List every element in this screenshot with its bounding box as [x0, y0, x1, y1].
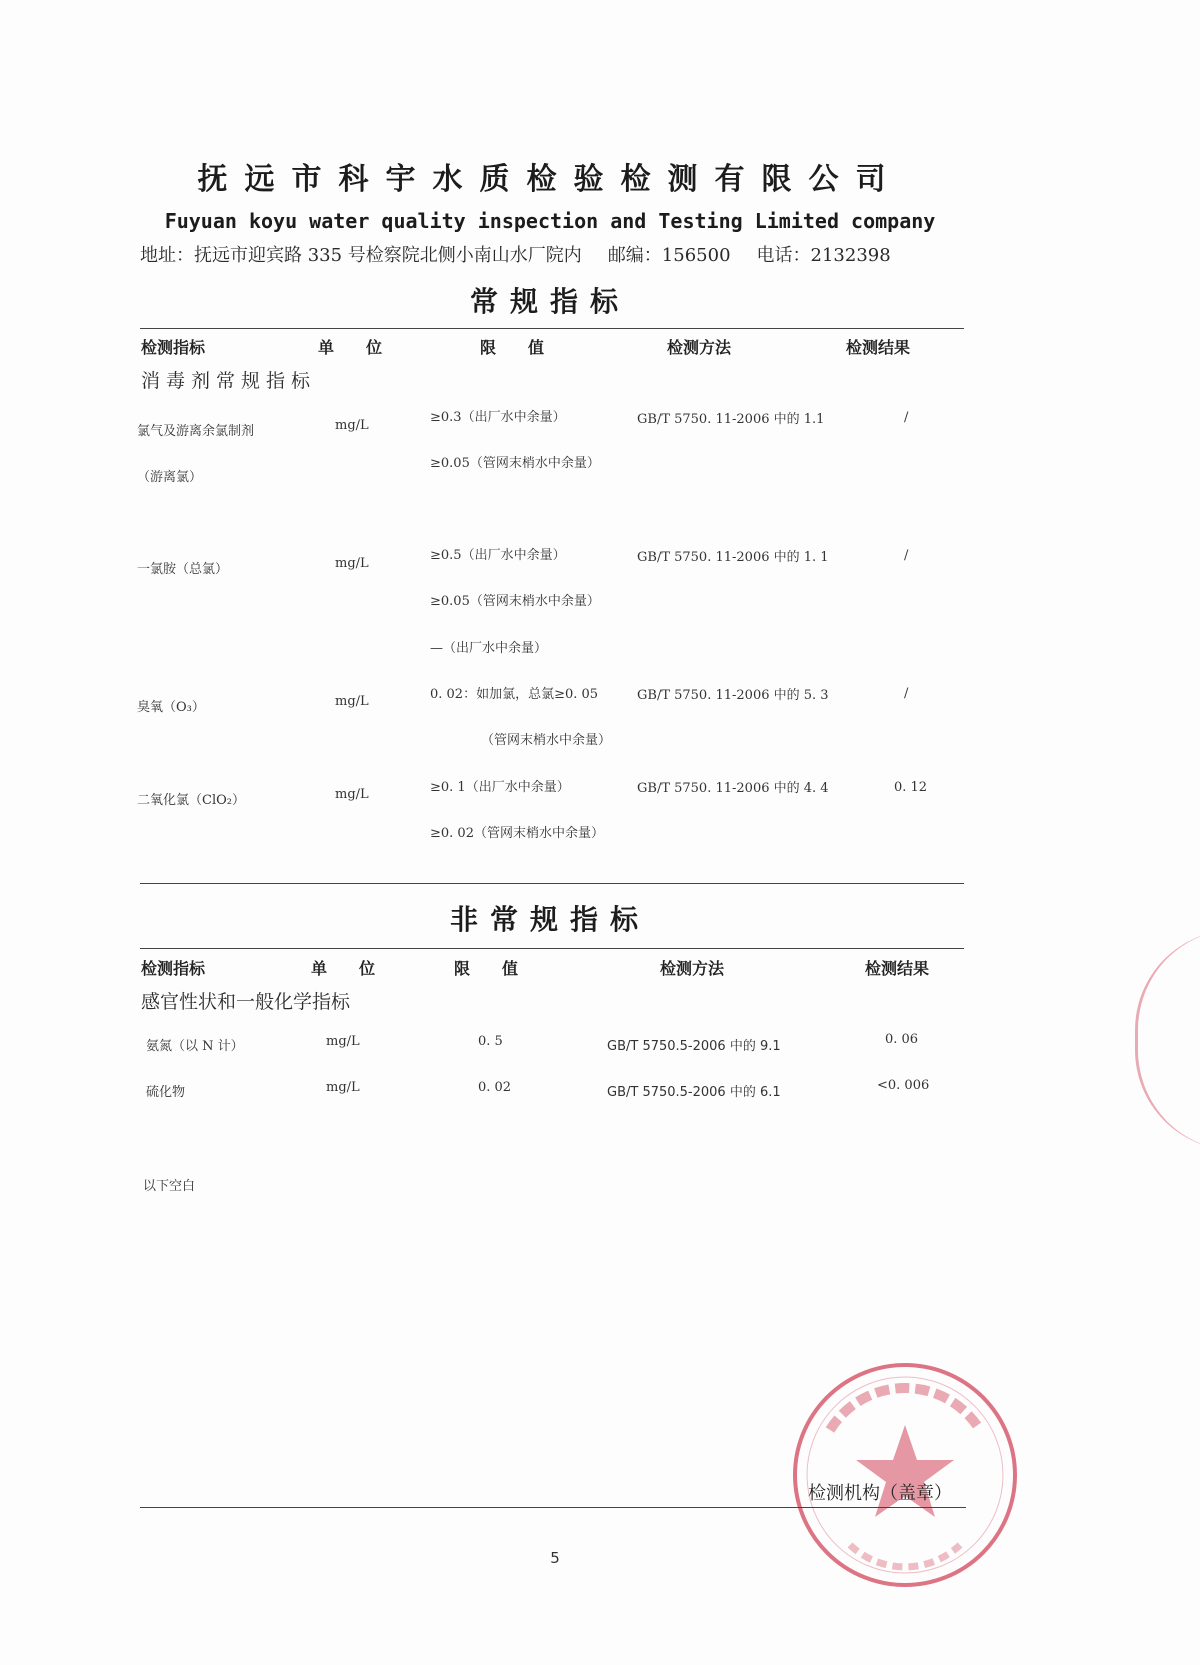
limit: 0. 02: [478, 1080, 512, 1095]
contact-line: [140, 241, 917, 267]
divider: [140, 328, 964, 329]
method: GB/T 5750. 11-2006 中的 1. 1: [637, 550, 829, 565]
result: <0. 006: [877, 1078, 930, 1093]
col-header-limit: 限 值: [454, 959, 519, 978]
col-header-method: 检测方法: [660, 959, 725, 978]
limit: 0. 5: [478, 1034, 503, 1049]
blank-note: 以下空白: [143, 1179, 196, 1194]
unit: mg/L: [335, 556, 369, 571]
limit: —（出厂水中余量）: [430, 641, 548, 656]
section-title-nonroutine: 非常规指标: [449, 903, 650, 936]
col-header-unit: 单 位: [318, 338, 383, 357]
limit: 0. 02：如加氯，总氯≥0. 05: [430, 687, 599, 702]
col-header-indicator: 检测指标: [141, 338, 206, 357]
unit: mg/L: [326, 1034, 360, 1049]
method: GB/T 5750.5-2006 中的 6.1: [607, 1085, 781, 1100]
group-title-organoleptic: 感官性状和一般化学指标: [141, 991, 351, 1013]
indicator-name-sub: （游离氯）: [137, 470, 203, 485]
group-title-disinfectant: 消毒剂常规指标: [141, 370, 317, 392]
limit: ≥0. 02（管网末梢水中余量）: [430, 826, 604, 841]
col-header-limit: 限 值: [480, 338, 545, 357]
partial-seal-mark: [1135, 930, 1200, 1150]
postcode: 邮编：156500: [607, 245, 731, 266]
result: 0. 12: [894, 780, 928, 795]
unit: mg/L: [335, 418, 369, 433]
col-header-result: 检测结果: [846, 338, 911, 357]
indicator-name: 二氧化氯（ClO₂）: [137, 793, 245, 808]
col-header-method: 检测方法: [667, 338, 732, 357]
result: /: [904, 686, 909, 701]
indicator-name: 一氯胺（总氯）: [137, 562, 229, 577]
limit: ≥0.5（出厂水中余量）: [430, 548, 566, 563]
method: GB/T 5750. 11-2006 中的 5. 3: [637, 688, 829, 703]
method: GB/T 5750. 11-2006 中的 4. 4: [637, 781, 829, 796]
address: 地址：抚远市迎宾路 335 号检察院北侧小南山水厂院内: [140, 245, 582, 266]
indicator-name: 硫化物: [146, 1085, 186, 1100]
unit: mg/L: [335, 694, 369, 709]
limit: ≥0.05（管网末梢水中余量）: [430, 594, 600, 609]
divider: [140, 948, 964, 949]
phone: 电话：2132398: [756, 245, 891, 266]
method: GB/T 5750. 11-2006 中的 1.1: [637, 412, 825, 427]
company-name-en: Fuyuan koyu water quality inspection and Testing Limited company: [164, 209, 936, 233]
limit: （管网末梢水中余量）: [481, 733, 612, 748]
limit: ≥0.05（管网末梢水中余量）: [430, 456, 600, 471]
unit: mg/L: [326, 1080, 360, 1095]
method: GB/T 5750.5-2006 中的 9.1: [607, 1039, 781, 1054]
divider: [140, 883, 964, 884]
limit: ≥0. 1（出厂水中余量）: [430, 780, 570, 795]
limit: ≥0.3（出厂水中余量）: [430, 410, 566, 425]
divider: [140, 1507, 966, 1508]
unit: mg/L: [335, 787, 369, 802]
company-name-cn: 抚远市科宇水质检验检测有限公司: [197, 162, 903, 197]
col-header-result: 检测结果: [865, 959, 930, 978]
result: 0. 06: [885, 1032, 919, 1047]
section-title-routine: 常规指标: [469, 285, 630, 318]
page-number: 5: [550, 1549, 560, 1567]
indicator-name: 臭氧（O₃）: [137, 700, 205, 715]
signature-label: 检测机构（盖章）: [808, 1483, 952, 1504]
result: /: [904, 410, 909, 425]
indicator-name: 氯气及游离余氯制剂: [137, 424, 255, 439]
col-header-indicator: 检测指标: [141, 959, 206, 978]
indicator-name: 氨氮（以 N 计）: [146, 1039, 244, 1054]
col-header-unit: 单 位: [311, 959, 376, 978]
result: /: [904, 548, 909, 563]
